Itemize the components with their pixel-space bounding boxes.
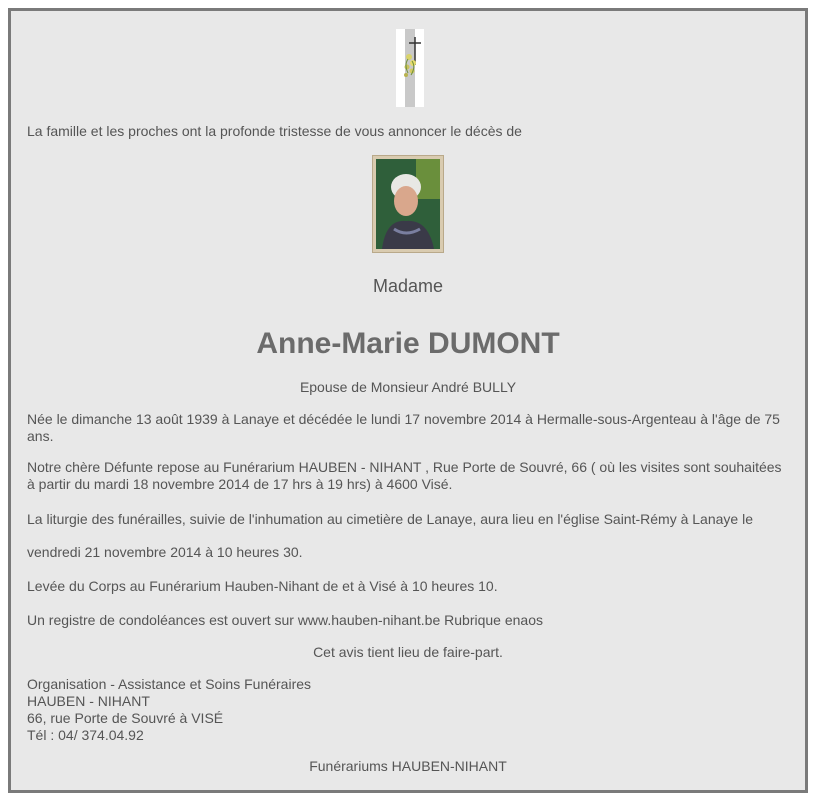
organisation-line: Organisation - Assistance et Soins Funéraires xyxy=(27,676,312,692)
death-notice-card xyxy=(8,8,808,793)
deceased-name: Anne-Marie DUMONT xyxy=(256,327,560,360)
funeral-date-text: vendredi 21 novembre 2014 à 10 heures 30. xyxy=(27,544,303,560)
intro-text: La famille et les proches ont la profonde tristesse de vous annoncer le décès de xyxy=(27,123,522,139)
repose-text: Notre chère Défunte repose au Funérarium HAUBEN - NIHANT , Rue Porte de Souvré, 66 ( où les visites sont souhaitées à partir du mardi 18 novembre 2014 de 17 hrs à 19 hrs) à 4600 Visé. xyxy=(27,459,782,492)
portrait-photo xyxy=(372,155,444,253)
title-madame: Madame xyxy=(372,276,444,296)
spouse-text: Epouse de Monsieur André BULLY xyxy=(299,379,517,395)
cross-with-flowers-icon xyxy=(396,29,424,107)
notice-text: Cet avis tient lieu de faire-part. xyxy=(313,644,503,660)
liturgy-text: La liturgie des funérailles, suivie de l'inhumation au cimetière de Lanaye, aura lieu en l'église Saint-Rémy à Lanaye le xyxy=(27,511,753,527)
organisation-line: HAUBEN - NIHANT xyxy=(27,693,150,709)
organisation-block xyxy=(27,676,789,744)
organisation-address: 66, rue Porte de Souvré à VISÉ xyxy=(27,710,224,726)
organisation-phone: Tél : 04/ 374.04.92 xyxy=(27,727,144,743)
birth-death-text: Née le dimanche 13 août 1939 à Lanaye et décédée le lundi 17 novembre 2014 à Hermalle-sous-Argenteau à l'âge de 75 ans. xyxy=(27,411,780,444)
registry-text: Un registre de condoléances est ouvert sur www.hauben-nihant.be Rubrique enaos xyxy=(27,612,543,628)
footer-signature: Funérariums HAUBEN-NIHANT xyxy=(309,758,507,774)
levee-text: Levée du Corps au Funérarium Hauben-Nihant de et à Visé à 10 heures 10. xyxy=(27,578,498,594)
